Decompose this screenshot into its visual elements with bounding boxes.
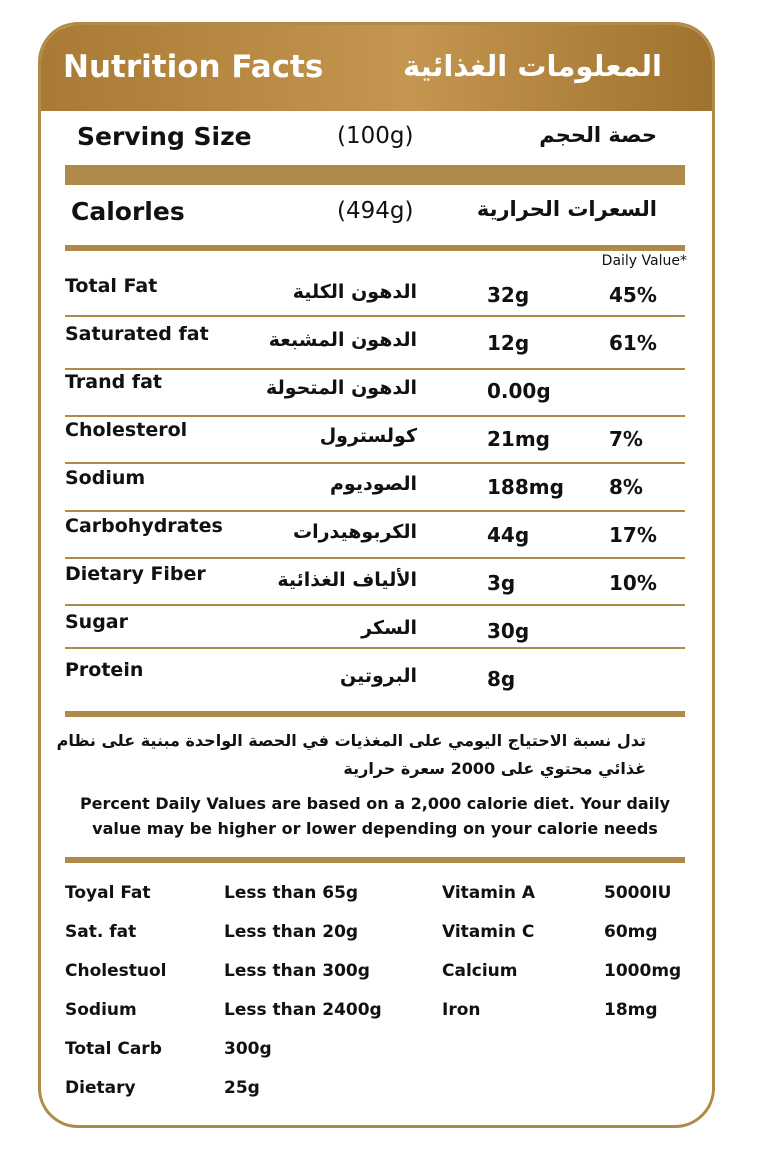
nutrient-name: Protein <box>65 659 144 681</box>
medium-divider <box>65 857 685 863</box>
nutrient-name: Total Fat <box>65 275 158 297</box>
calories-value: (494g) <box>337 198 414 224</box>
nutrient-name-ar: كولسترول <box>319 425 417 447</box>
row-divider <box>65 510 685 512</box>
row-divider <box>65 462 685 464</box>
thick-divider <box>65 165 685 185</box>
nutrient-amount: 0.00g <box>487 379 551 403</box>
guide-value: 18mg <box>604 1000 658 1020</box>
row-divider <box>65 604 685 606</box>
footnote-ar: تدل نسبة الاحتياج اليومي على المغذيات في الحصة الواحدة مبنية على نظام غذائي محتوي على 2000 سعرة حرارية <box>56 731 646 778</box>
nutrient-name: Cholesterol <box>65 419 188 441</box>
guide-key: Sodium <box>65 1000 137 1020</box>
guide-key: Dietary <box>65 1078 136 1098</box>
nutrition-label <box>38 22 715 1128</box>
nutrient-name-ar: الدهون المتحولة <box>266 377 417 399</box>
label-header <box>41 25 712 111</box>
title-en: Nutrition Facts <box>63 49 324 85</box>
nutrient-name: Trand fat <box>65 371 162 393</box>
guide-value: 60mg <box>604 922 658 942</box>
guide-key: Cholestuol <box>65 961 167 981</box>
nutrient-amount: 32g <box>487 283 530 307</box>
nutrient-name-ar: الدهون المشبعة <box>268 329 417 351</box>
nutrient-row <box>41 465 712 513</box>
nutrient-name: Saturated fat <box>65 323 209 345</box>
row-divider <box>65 315 685 317</box>
nutrient-daily-value: 10% <box>609 571 657 595</box>
nutrient-name: Dietary Fiber <box>65 563 206 585</box>
nutrient-daily-value: 17% <box>609 523 657 547</box>
nutrient-daily-value: 61% <box>609 331 657 355</box>
calories-label: Calorles <box>71 197 185 226</box>
serving-size-value: (100g) <box>337 123 414 149</box>
nutrient-row <box>41 321 712 369</box>
nutrient-amount: 44g <box>487 523 530 547</box>
nutrient-name: Carbohydrates <box>65 515 223 537</box>
nutrient-row <box>41 561 712 609</box>
nutrient-name-ar: الألياف الغذائية <box>277 569 417 591</box>
nutrient-amount: 3g <box>487 571 516 595</box>
guide-key: Vitamin A <box>442 883 536 903</box>
nutrient-daily-value: 8% <box>609 475 643 499</box>
guide-key: Toyal Fat <box>65 883 151 903</box>
title-ar: المعلومات الغذائية <box>403 49 662 83</box>
nutrient-amount: 30g <box>487 619 530 643</box>
nutrient-name-ar: الكربوهيدرات <box>292 521 417 543</box>
guide-value: 300g <box>224 1039 272 1059</box>
guide-key: Sat. fat <box>65 922 137 942</box>
guide-value: 1000mg <box>604 961 682 981</box>
nutrient-name-ar: السكر <box>361 617 417 639</box>
nutrient-name: Sodium <box>65 467 146 489</box>
daily-value-header: Daily Value* <box>601 253 687 269</box>
row-divider <box>65 647 685 649</box>
nutrient-row <box>41 657 712 705</box>
nutrient-name: Sugar <box>65 611 129 633</box>
row-divider <box>65 557 685 559</box>
nutrient-row <box>41 513 712 561</box>
nutrient-amount: 8g <box>487 667 516 691</box>
nutrient-daily-value: 7% <box>609 427 643 451</box>
guide-value: 5000IU <box>604 883 672 903</box>
serving-size-label-ar: حصة الحجم <box>539 123 657 147</box>
nutrient-amount: 21mg <box>487 427 550 451</box>
guide-value: Less than 20g <box>224 922 359 942</box>
nutrient-row <box>41 369 712 417</box>
nutrient-row <box>41 417 712 465</box>
guide-key: Vitamin C <box>442 922 535 942</box>
nutrient-daily-value: 45% <box>609 283 657 307</box>
serving-size-label: Serving Size <box>77 122 252 151</box>
nutrient-name-ar: الدهون الكلية <box>292 281 417 303</box>
nutrient-row <box>41 273 712 321</box>
footnote-en: Percent Daily Values are based on a 2,000 calorie diet. Your daily value may be higher or lower depending on your calorie needs <box>79 794 671 838</box>
nutrient-amount: 12g <box>487 331 530 355</box>
nutrient-row <box>41 609 712 657</box>
nutrient-amount: 188mg <box>487 475 564 499</box>
guide-key: Iron <box>442 1000 481 1020</box>
guide-value: Less than 300g <box>224 961 370 981</box>
medium-divider <box>65 711 685 717</box>
guide-value: Less than 2400g <box>224 1000 382 1020</box>
guide-value: 25g <box>224 1078 260 1098</box>
nutrient-name-ar: البروتين <box>339 665 417 687</box>
calories-label-ar: السعرات الحرارية <box>476 197 657 221</box>
guide-key: Total Carb <box>65 1039 162 1059</box>
nutrient-name-ar: الصوديوم <box>329 473 417 495</box>
medium-divider <box>65 245 685 251</box>
guide-value: Less than 65g <box>224 883 359 903</box>
guide-key: Calcium <box>442 961 518 981</box>
